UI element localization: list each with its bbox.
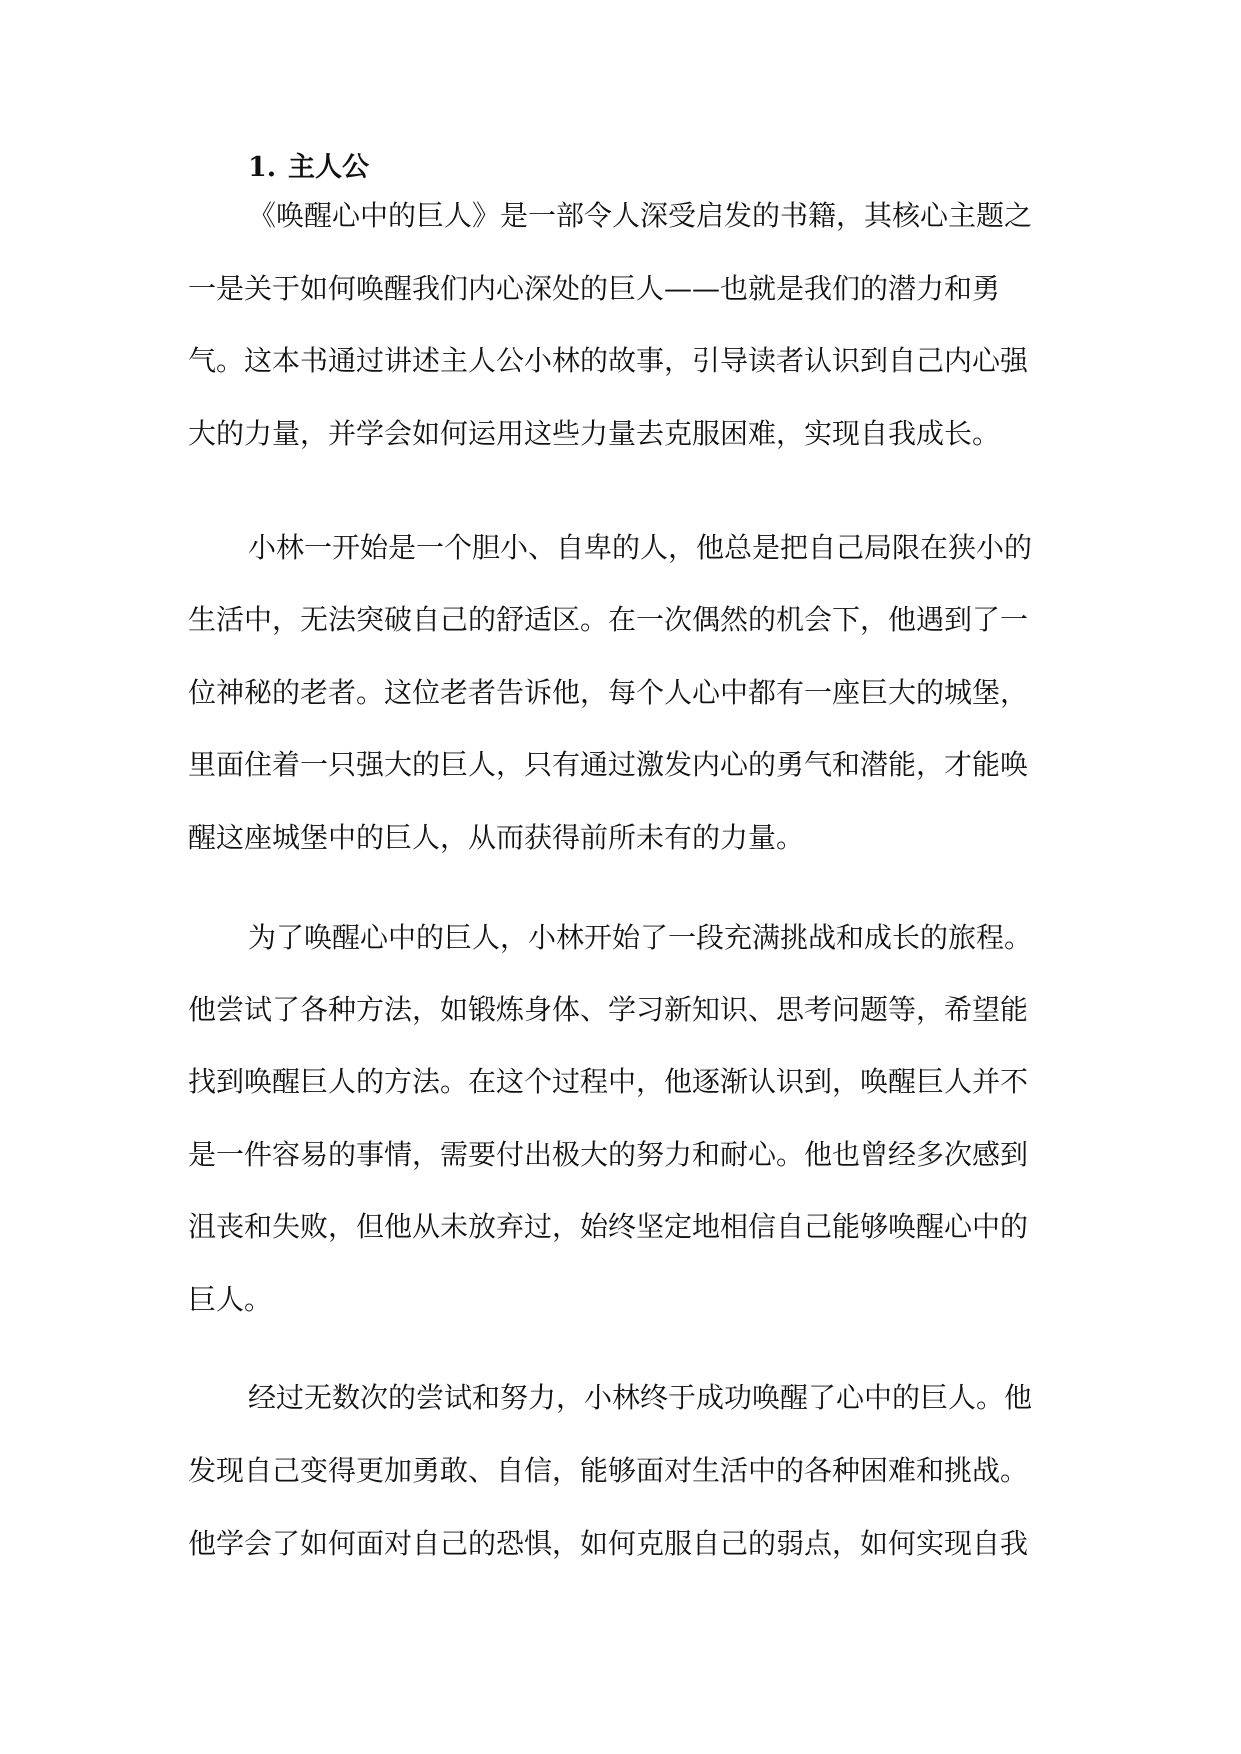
text-line: 里面住着一只强大的巨人，只有通过激发内心的勇气和潜能，才能唤 <box>188 748 1029 781</box>
section-heading <box>248 148 369 188</box>
text-line: 位神秘的老者。这位老者告诉他，每个人心中都有一座巨大的城堡， <box>188 676 1029 709</box>
text-line: 《唤醒心中的巨人》是一部令人深受启发的书籍，其核心主题之 <box>248 199 1033 232</box>
text-line: 是一件容易的事情，需要付出极大的努力和耐心。他也曾经多次感到 <box>188 1138 1029 1171</box>
section-title: 主人公 <box>288 152 369 183</box>
text-line: 沮丧和失败，但他从未放弃过，始终坚定地相信自己能够唤醒心中的 <box>188 1210 1029 1243</box>
text-line: 小林一开始是一个胆小、自卑的人，他总是把自己局限在狭小的 <box>248 531 1033 564</box>
text-line: 一是关于如何唤醒我们内心深处的巨人——也就是我们的潜力和勇 <box>188 272 1001 305</box>
text-line: 大的力量，并学会如何运用这些力量去克服困难，实现自我成长。 <box>188 417 1001 450</box>
text-line: 生活中，无法突破自己的舒适区。在一次偶然的机会下，他遇到了一 <box>188 603 1029 636</box>
text-line: 发现自己变得更加勇敢、自信，能够面对生活中的各种困难和挑战。 <box>188 1454 1029 1487</box>
text-line: 他尝试了各种方法，如锻炼身体、学习新知识、思考问题等，希望能 <box>188 993 1029 1026</box>
section-number: 1. <box>248 152 277 183</box>
text-line: 他学会了如何面对自己的恐惧，如何克服自己的弱点，如何实现自我 <box>188 1527 1029 1560</box>
text-line: 找到唤醒巨人的方法。在这个过程中，他逐渐认识到，唤醒巨人并不 <box>188 1065 1029 1098</box>
text-line: 巨人。 <box>188 1283 273 1316</box>
text-line: 经过无数次的尝试和努力，小林终于成功唤醒了心中的巨人。他 <box>248 1381 1033 1414</box>
text-line: 醒这座城堡中的巨人，从而获得前所未有的力量。 <box>188 821 805 854</box>
text-line: 气。这本书通过讲述主人公小林的故事，引导读者认识到自己内心强 <box>188 344 1029 377</box>
text-line: 为了唤醒心中的巨人，小林开始了一段充满挑战和成长的旅程。 <box>248 921 1033 954</box>
